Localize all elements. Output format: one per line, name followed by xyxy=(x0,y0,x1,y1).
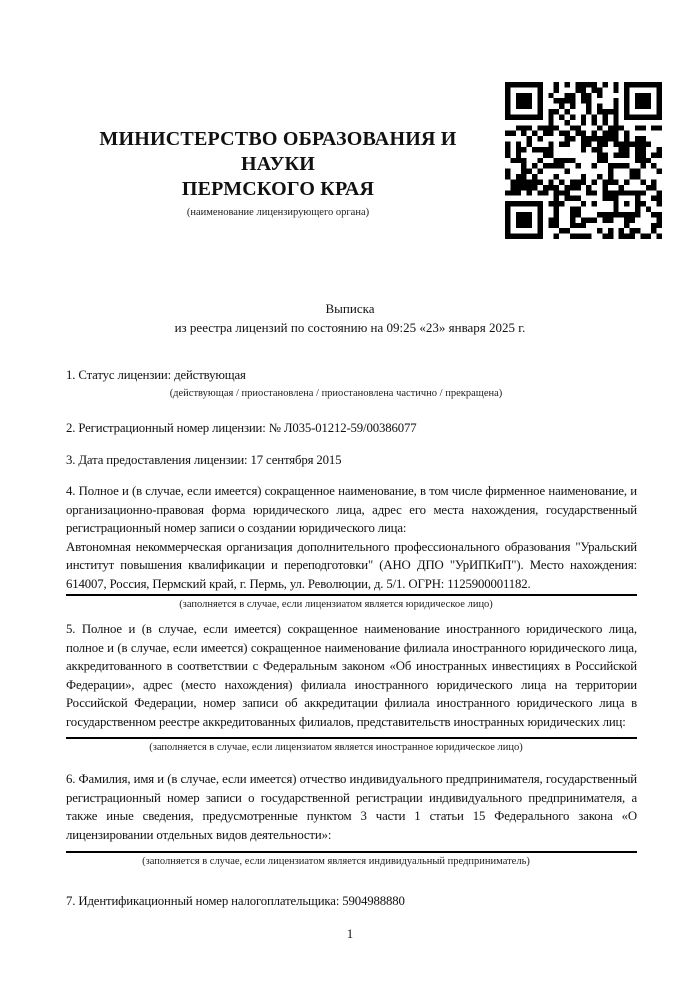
ministry-name-line2: ПЕРМСКОГО КРАЯ xyxy=(181,178,375,200)
legal-entity-note-wrap xyxy=(66,598,606,611)
registration-number-text: 2. Регистрационный номер лицензии: № Л035-01212-59/00386077 xyxy=(66,421,417,435)
legal-entity-underline xyxy=(66,594,637,596)
ministry-name-line1: МИНИСТЕРСТВО ОБРАЗОВАНИЯ И НАУКИ xyxy=(99,128,457,175)
document-title-line1: Выписка xyxy=(325,301,375,316)
foreign-entity-note-wrap xyxy=(66,741,606,754)
section-registration-number xyxy=(66,419,637,438)
section-license-grant-date xyxy=(66,451,637,470)
legal-entity-value: Автономная некоммерческая организация дополнительного профессионального образования "Уральский институт повышения квалификации и переподготовки" (АНО ДПО "УрИПКиП"). Место нахождения: 614007, Россия, Пермский край, г. Пермь, ул. Революции, д. 5/1. ОГРН: 1125900001182. xyxy=(66,539,637,591)
document-header xyxy=(66,127,490,220)
individual-entrepreneur-note: (заполняется в случае, если лицензиатом является индивидуальный предприниматель) xyxy=(142,856,530,867)
license-status-note-wrap xyxy=(66,387,606,400)
document-title xyxy=(0,300,700,337)
section-taxpayer-number xyxy=(66,892,637,911)
legal-entity-note: (заполняется в случае, если лицензиатом является юридическое лицо) xyxy=(179,599,493,610)
section-foreign-entity xyxy=(66,620,637,754)
individual-entrepreneur-underline xyxy=(66,851,637,853)
section-license-status xyxy=(66,366,637,400)
section-legal-entity xyxy=(66,482,637,611)
qr-code xyxy=(505,82,662,239)
individual-entrepreneur-label: 6. Фамилия, имя и (в случае, если имеется) отчество индивидуального предпринимателя, государственный регистрационный номер записи о государственной регистрации индивидуального предпринимателя, а также иные сведения, предусмотренные пунктом 3 части 1 статьи 15 Федерального закона «О лицензировании отдельных видов деятельности»: xyxy=(66,772,637,842)
foreign-entity-note: (заполняется в случае, если лицензиатом является иностранное юридическое лицо) xyxy=(149,742,523,753)
licensing-authority-name xyxy=(66,127,490,202)
foreign-entity-label: 5. Полное и (в случае, если имеется) сокращенное наименование иностранного юридического лица, полное и (в случае, если имеется) сокращенное наименование филиала иностранного юридического лица, аккредитованного в соответствии с Федеральным законом «Об иностранных инвестициях в Российской Федерации», адрес (место нахождения) филиала иностранного юридического лица на территории Российской Федерации, номер записи об аккредитации филиала иностранного юридического лица в государственном реестре аккредитованных филиалов, представительств иностранных юридических лиц: xyxy=(66,622,637,729)
foreign-entity-underline xyxy=(66,737,637,739)
individual-entrepreneur-note-wrap xyxy=(66,855,606,868)
qr-code-image xyxy=(505,82,662,239)
license-status-text: 1. Статус лицензии: действующая xyxy=(66,368,246,382)
document-title-line2: из реестра лицензий по состоянию на 09:25 «23» января 2025 г. xyxy=(174,319,526,335)
legal-entity-label: 4. Полное и (в случае, если имеется) сокращенное наименование, в том числе фирменное наименование, и организационно-правовая форма юридического лица, адрес его места нахождения, государственный регистрационный номер записи о создании юридического лица: xyxy=(66,484,637,535)
license-grant-date-text: 3. Дата предоставления лицензии: 17 сентября 2015 xyxy=(66,453,342,467)
license-status-note: (действующая / приостановлена / приостановлена частично / прекращена) xyxy=(169,387,503,399)
page-number: 1 xyxy=(346,927,354,941)
taxpayer-number-text: 7. Идентификационный номер налогоплательщика: 5904988880 xyxy=(66,894,405,908)
section-individual-entrepreneur xyxy=(66,770,637,868)
licensing-authority-caption: (наименование лицензирующего органа) xyxy=(186,207,370,218)
